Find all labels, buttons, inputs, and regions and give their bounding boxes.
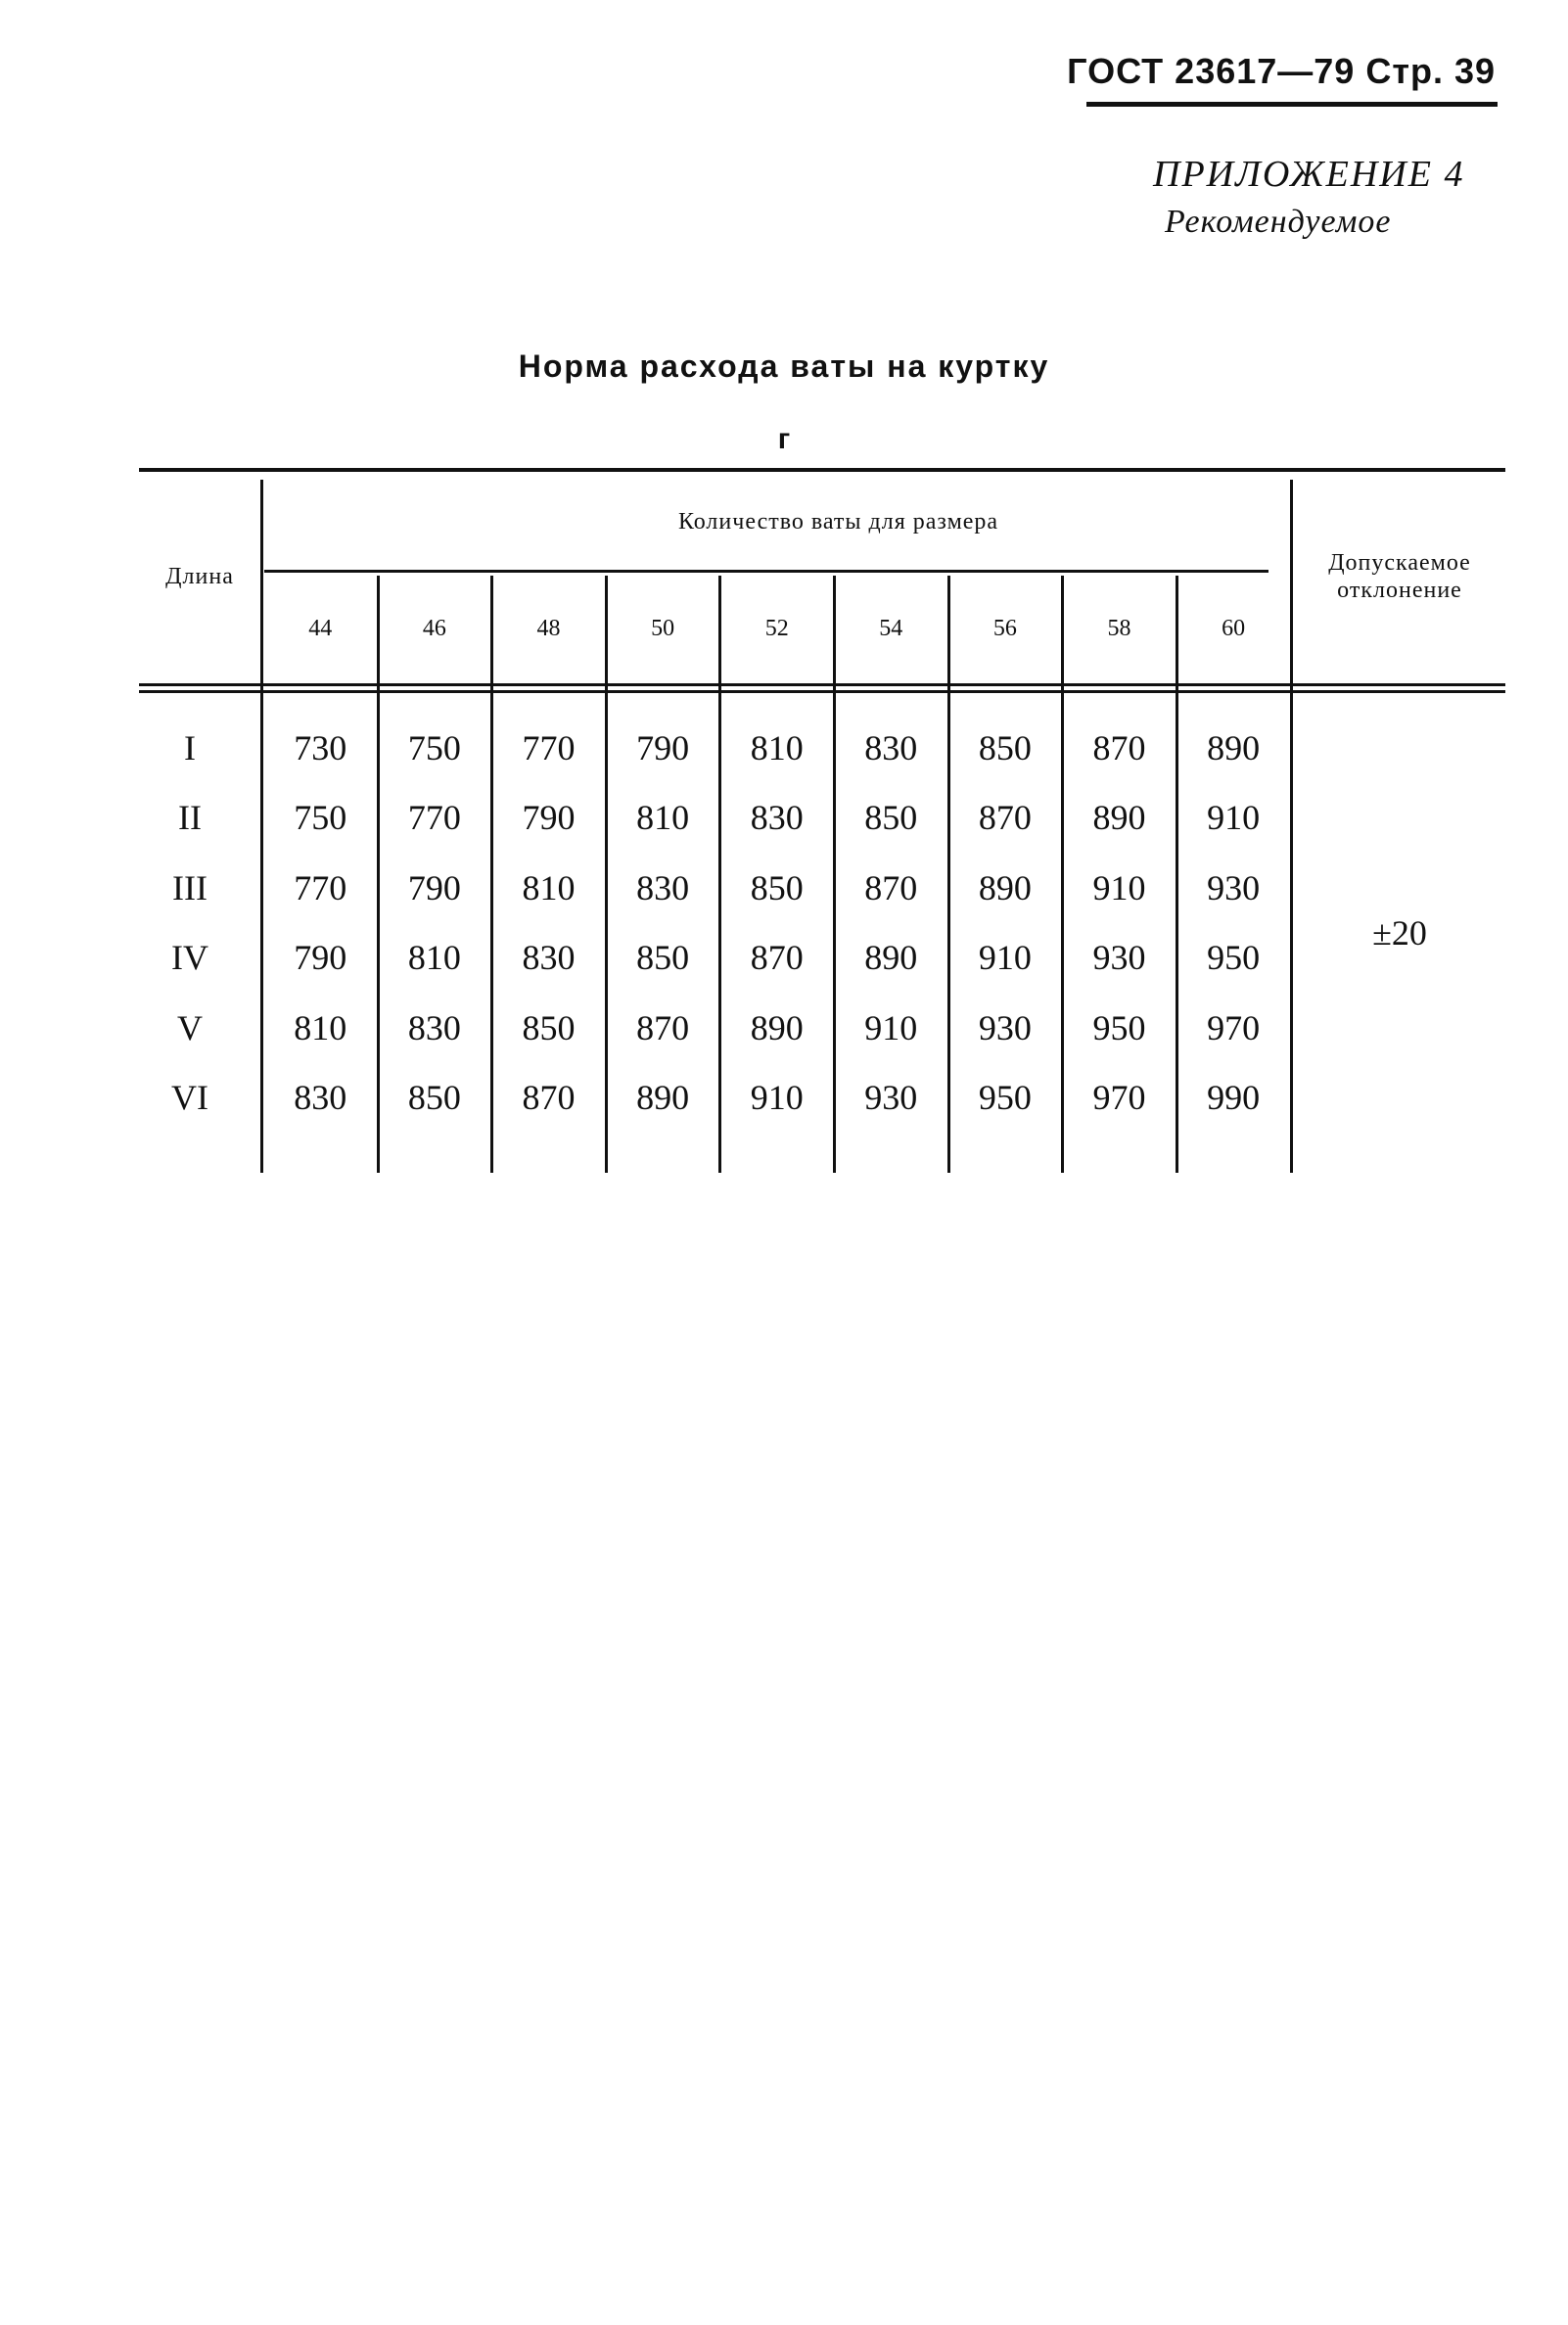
table-cell: 810: [522, 867, 576, 907]
table-cell: 830: [636, 867, 690, 907]
tolerance-header-line1: Допускаемое: [1328, 550, 1471, 576]
size-header-60: 60: [1222, 615, 1246, 641]
size-header-54: 54: [879, 615, 903, 641]
size-header-46: 46: [422, 615, 446, 641]
table-cell: 850: [636, 938, 690, 978]
appendix-note: Рекомендуемое: [1165, 204, 1392, 240]
table-cell: 870: [522, 1078, 576, 1118]
table-cell: 850: [864, 798, 918, 838]
table-cell: 810: [407, 938, 461, 978]
table-cell: 850: [522, 1007, 576, 1047]
row-label-length: IV: [171, 938, 208, 978]
table-cell: 890: [1092, 798, 1146, 838]
table-cell: 870: [1092, 727, 1146, 767]
table-cell: 910: [864, 1007, 918, 1047]
table-cell: 810: [294, 1007, 347, 1047]
table-cell: 930: [1092, 938, 1146, 978]
table-cell: 950: [978, 1078, 1032, 1118]
table-cell: 810: [636, 798, 690, 838]
size-header-44: 44: [308, 615, 333, 641]
table-cell: 770: [407, 798, 461, 838]
table-cell: 890: [636, 1078, 690, 1118]
table-cell: 890: [1207, 727, 1261, 767]
table-cell: 850: [978, 727, 1032, 767]
table-cell: 970: [1207, 1007, 1261, 1047]
table-cell: 910: [750, 1078, 804, 1118]
unit-label: г: [777, 423, 791, 455]
consumption-table: [139, 468, 1505, 1173]
table-cell: 830: [864, 727, 918, 767]
table-cell: 750: [294, 798, 347, 838]
size-header-50: 50: [651, 615, 675, 641]
table-cell: 870: [750, 938, 804, 978]
header-double-rule-2: [139, 690, 1505, 693]
table-cell: 870: [864, 867, 918, 907]
row-label-length: I: [184, 727, 196, 767]
column-header-tolerance: [1294, 468, 1505, 685]
table-cell: 890: [978, 867, 1032, 907]
table-cell: 770: [294, 867, 347, 907]
table-cell: 970: [1092, 1078, 1146, 1118]
table-cell: 830: [294, 1078, 347, 1118]
table-cell: 790: [294, 938, 347, 978]
table-cell: 870: [636, 1007, 690, 1047]
table-cell: 850: [407, 1078, 461, 1118]
column-header-quantity: Количество ваты для размера: [677, 508, 999, 535]
table-cell: 850: [750, 867, 804, 907]
table-cell: 950: [1207, 938, 1261, 978]
row-label-length: II: [178, 798, 202, 838]
size-header-56: 56: [992, 615, 1017, 641]
table-cell: 890: [750, 1007, 804, 1047]
standard-reference: ГОСТ 23617—79 Стр. 39: [1067, 51, 1496, 91]
tolerance-value: ±20: [1372, 913, 1427, 953]
table-cell: 950: [1092, 1007, 1146, 1047]
document-title: Норма расхода ваты на куртку: [518, 349, 1050, 384]
column-header-length: Длина: [165, 563, 234, 589]
header-double-rule-1: [139, 683, 1505, 686]
table-cell: 890: [864, 938, 918, 978]
tolerance-header-line2: отклонение: [1337, 578, 1462, 603]
table-cell: 930: [864, 1078, 918, 1118]
row-label-length: VI: [171, 1078, 208, 1118]
table-cell: 910: [978, 938, 1032, 978]
table-cell: 830: [407, 1007, 461, 1047]
size-header-52: 52: [764, 615, 789, 641]
group-header-rule: [264, 570, 1268, 573]
size-header-58: 58: [1107, 615, 1131, 641]
size-header-48: 48: [536, 615, 561, 641]
table-cell: 910: [1207, 798, 1261, 838]
divider-tolerance: [1290, 480, 1293, 1173]
table-cell: 930: [978, 1007, 1032, 1047]
table-cell: 770: [522, 727, 576, 767]
table-cell: 830: [522, 938, 576, 978]
table-cell: 870: [978, 798, 1032, 838]
table-cell: 790: [636, 727, 690, 767]
table-cell: 810: [750, 727, 804, 767]
table-cell: 730: [294, 727, 347, 767]
table-cell: 830: [750, 798, 804, 838]
table-cell: 790: [407, 867, 461, 907]
table-cell: 750: [407, 727, 461, 767]
appendix-title: ПРИЛОЖЕНИЕ 4: [1153, 154, 1465, 195]
table-cell: 930: [1207, 867, 1261, 907]
table-cell: 790: [522, 798, 576, 838]
table-cell: 990: [1207, 1078, 1261, 1118]
row-label-length: III: [172, 867, 208, 907]
table-cell: 910: [1092, 867, 1146, 907]
row-label-length: V: [177, 1007, 203, 1047]
header-rule: [1086, 102, 1498, 107]
